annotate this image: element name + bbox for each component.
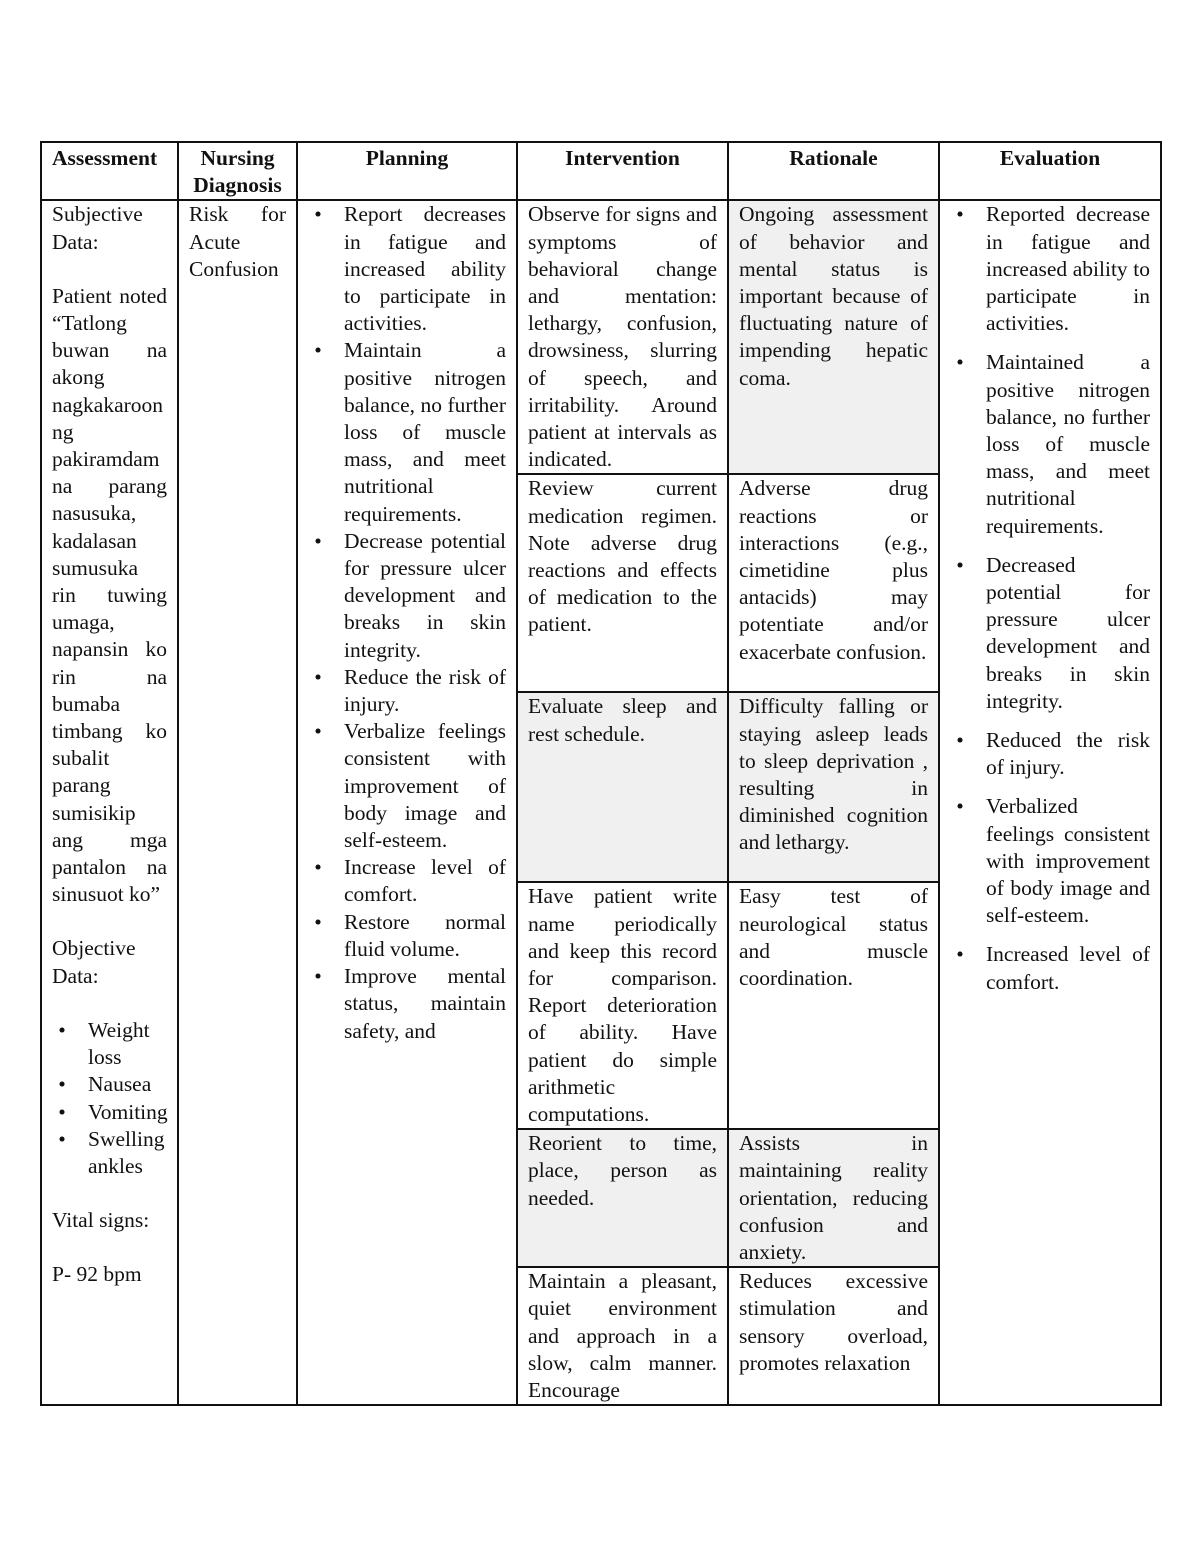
objective-item: • Swelling ankles [88, 1126, 167, 1180]
rationale-cell: Reduces excessive stimulation and sensory overload, promotes relaxation [728, 1267, 939, 1405]
planning-item: • Reduce the risk of injury. [344, 664, 506, 718]
assessment-cell [41, 200, 178, 1405]
rationale-cell: Easy test of neurological status and muscle coordination. [728, 882, 939, 1129]
objective-item: • Vomiting [88, 1099, 167, 1126]
header-nursing-diagnosis: Nursing Diagnosis [178, 142, 297, 200]
evaluation-item: • Increased level of comfort. [986, 941, 1150, 995]
intervention-cell: Reorient to time, place, person as needed. [517, 1129, 728, 1267]
header-row [41, 142, 1161, 200]
header-evaluation: Evaluation [939, 142, 1161, 200]
rationale-cell: Difficulty falling or staying asleep leads to sleep deprivation , resulting in diminished cognition and lethargy. [728, 692, 939, 882]
planning-item: • Increase level of comfort. [344, 854, 506, 908]
planning-cell [297, 200, 517, 1405]
header-assessment: Assessment [41, 142, 178, 200]
nursing-diagnosis-cell: Risk for Acute Confusion [178, 200, 297, 1405]
intervention-cell: Have patient write name periodically and keep this record for comparison. Report deterioration of ability. Have patient do simple arithmetic computations. [517, 882, 728, 1129]
evaluation-cell [939, 200, 1161, 1405]
objective-label: Objective Data: [52, 936, 136, 988]
planning-item: • Verbalize feelings consistent with improvement of body image and self-esteem. [344, 718, 506, 854]
intervention-cell: Review current medication regimen. Note adverse drug reactions and effects of medication to the patient. [517, 474, 728, 692]
intervention-cell: Observe for signs and symptoms of behavioral change and mentation: lethargy, confusion, drowsiness, slurring of speech, and irritability. Around patient at intervals as indicated. [517, 200, 728, 474]
header-planning: Planning [297, 142, 517, 200]
nursing-care-plan-table [40, 141, 1162, 1406]
pulse-value: P- 92 bpm [52, 1262, 142, 1287]
evaluation-item: • Decreased potential for pressure ulcer development and breaks in skin integrity. [986, 552, 1150, 715]
planning-item: • Maintain a positive nitrogen balance, no further loss of muscle mass, and meet nutritional requirements. [344, 337, 506, 527]
evaluation-item: • Reported decrease in fatigue and increased ability to participate in activities. [986, 201, 1150, 337]
objective-item: • Weight loss [88, 1017, 167, 1071]
objective-item: • Nausea [88, 1071, 167, 1098]
evaluation-list [950, 201, 1150, 995]
intervention-cell: Evaluate sleep and rest schedule. [517, 692, 728, 882]
planning-list [308, 201, 506, 1044]
subjective-label: Subjective Data: [52, 202, 143, 254]
vital-signs-label: Vital signs: [52, 1208, 150, 1233]
rationale-cell: Assists in maintaining reality orientation, reducing confusion and anxiety. [728, 1129, 939, 1267]
header-intervention: Intervention [517, 142, 728, 200]
table-row [41, 200, 1161, 474]
objective-list [52, 1017, 167, 1180]
planning-item: • Improve mental status, maintain safety, and [344, 963, 506, 1045]
evaluation-item: • Verbalized feelings consistent with improvement of body image and self-esteem. [986, 793, 1150, 929]
intervention-cell: Maintain a pleasant, quiet environment and approach in a slow, calm manner. Encourage [517, 1267, 728, 1405]
evaluation-item: • Reduced the risk of injury. [986, 727, 1150, 781]
planning-item: • Report decreases in fatigue and increased ability to participate in activities. [344, 201, 506, 337]
header-rationale: Rationale [728, 142, 939, 200]
rationale-cell: Adverse drug reactions or interactions (e.g., cimetidine plus antacids) may potentiate and/or exacerbate confusion. [728, 474, 939, 692]
planning-item: • Restore normal fluid volume. [344, 909, 506, 963]
planning-item: • Decrease potential for pressure ulcer development and breaks in skin integrity. [344, 528, 506, 664]
rationale-cell: Ongoing assessment of behavior and mental status is important because of fluctuating nature of impending hepatic coma. [728, 200, 939, 474]
patient-statement: Patient noted “Tatlong buwan na akong nagkakaroon ng pakiramdam na parang nasusuka, kadalasan sumusuka rin tuwing umaga, napansin ko rin na bumaba timbang ko subalit parang sumisikip ang mga pantalon na sinusuot ko” [52, 283, 167, 907]
evaluation-item: • Maintained a positive nitrogen balance, no further loss of muscle mass, and meet nutritional requirements. [986, 349, 1150, 539]
